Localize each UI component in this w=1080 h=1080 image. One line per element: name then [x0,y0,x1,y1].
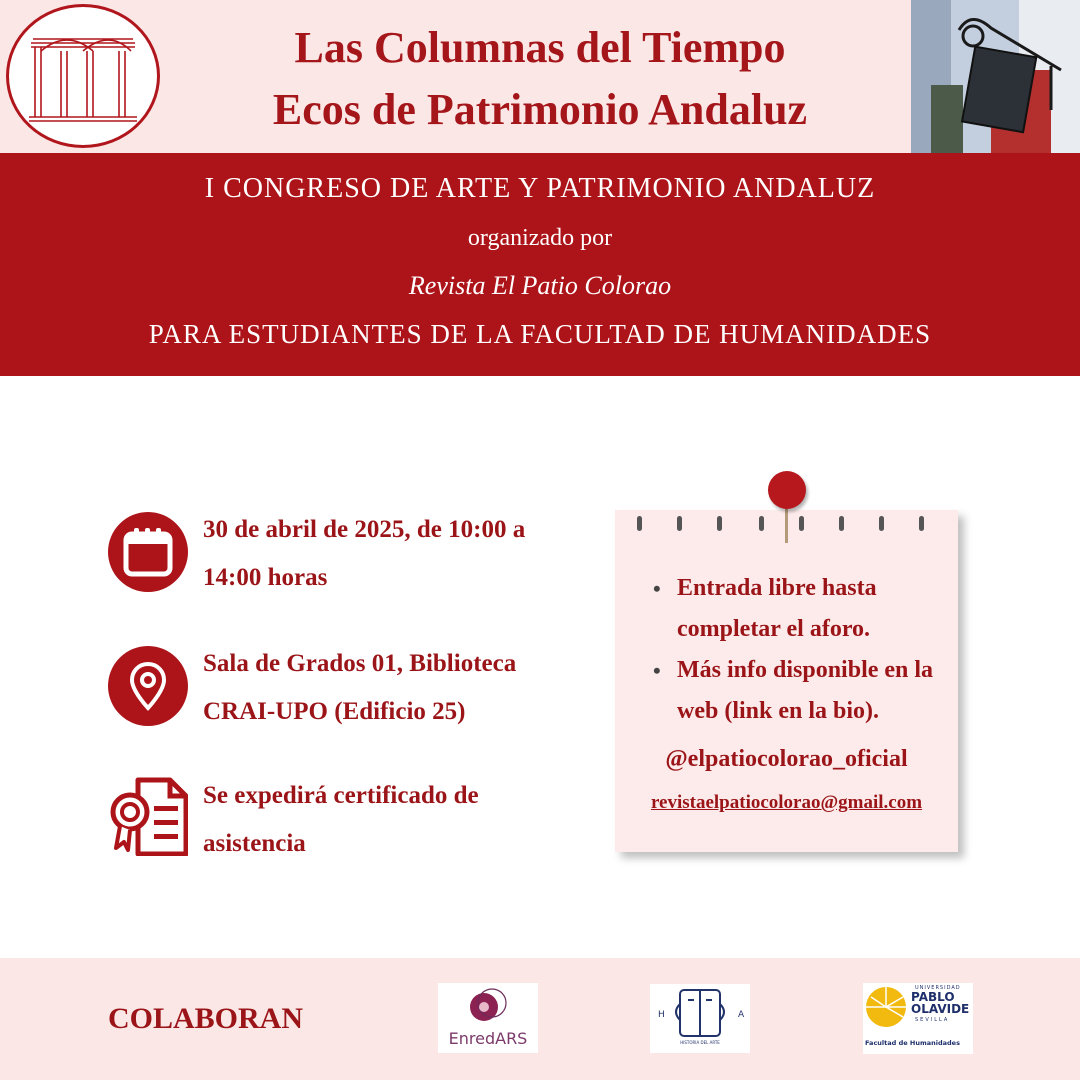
two-faces-icon [650,984,750,1040]
event-location: Sala de Grados 01, Biblioteca CRAI-UPO (Edificio 25) [203,650,517,725]
organizer-name: Revista El Patio Colorao [408,271,672,300]
enredars-text: EnredARS [448,1029,528,1048]
historia-h: H [658,1010,665,1020]
upo-logo [863,983,973,1054]
title-line-1: Las Columnas del Tiempo [294,23,786,72]
certificate-icon [108,776,188,856]
event-date: 30 de abril de 2025, de 10:00 a 14:00 horas [203,516,526,591]
historia-del-arte-logo [650,984,750,1053]
header-photo [911,0,1080,153]
list-item: • Más info disponible en la web (link en la bio). [653,650,943,732]
pushpin-icon [768,471,806,509]
certificate-note: Se expedirá certificado de asistencia [203,782,479,857]
instagram-handle[interactable]: @elpatiocolorao_oficial [665,746,908,772]
info-note-card [615,510,958,852]
upo-sun-icon [863,983,909,1033]
pushpin-needle [785,505,788,543]
collaborators-label: COLABORAN [108,1002,304,1035]
enredars-mark-icon [438,983,538,1029]
event-banner [0,153,1080,376]
historia-a: A [738,1010,745,1020]
historia-caption: HISTORIA DEL ARTE [680,1040,720,1045]
organized-by-label: organizado por [467,225,613,251]
upo-name: PABLO OLAVIDE [911,990,970,1016]
columns-logo [6,4,160,148]
arcade-columns-icon [27,29,139,125]
congress-title: I CONGRESO DE ARTE Y PATRIMONIO ANDALUZ [204,173,876,204]
upo-universidad: UNIVERSIDAD [915,985,961,991]
hanging-sign-image [911,0,1080,153]
location-pin-icon [108,646,188,726]
upo-sevilla: SEVILLA [915,1017,950,1023]
upo-faculty: Facultad de Humanidades [865,1039,960,1047]
footer [0,958,1080,1080]
note-bullet-list [653,568,943,732]
enredars-logo [438,983,538,1053]
list-item: • Entrada libre hasta completar el aforo. [653,568,943,650]
header [0,0,1080,153]
audience-line: PARA ESTUDIANTES DE LA FACULTAD DE HUMANIDADES [148,319,932,349]
title-line-2: Ecos de Patrimonio Andaluz [272,85,808,134]
calendar-icon [108,512,188,592]
email-link[interactable]: revistaelpatiocolorao@gmail.com [650,792,923,813]
